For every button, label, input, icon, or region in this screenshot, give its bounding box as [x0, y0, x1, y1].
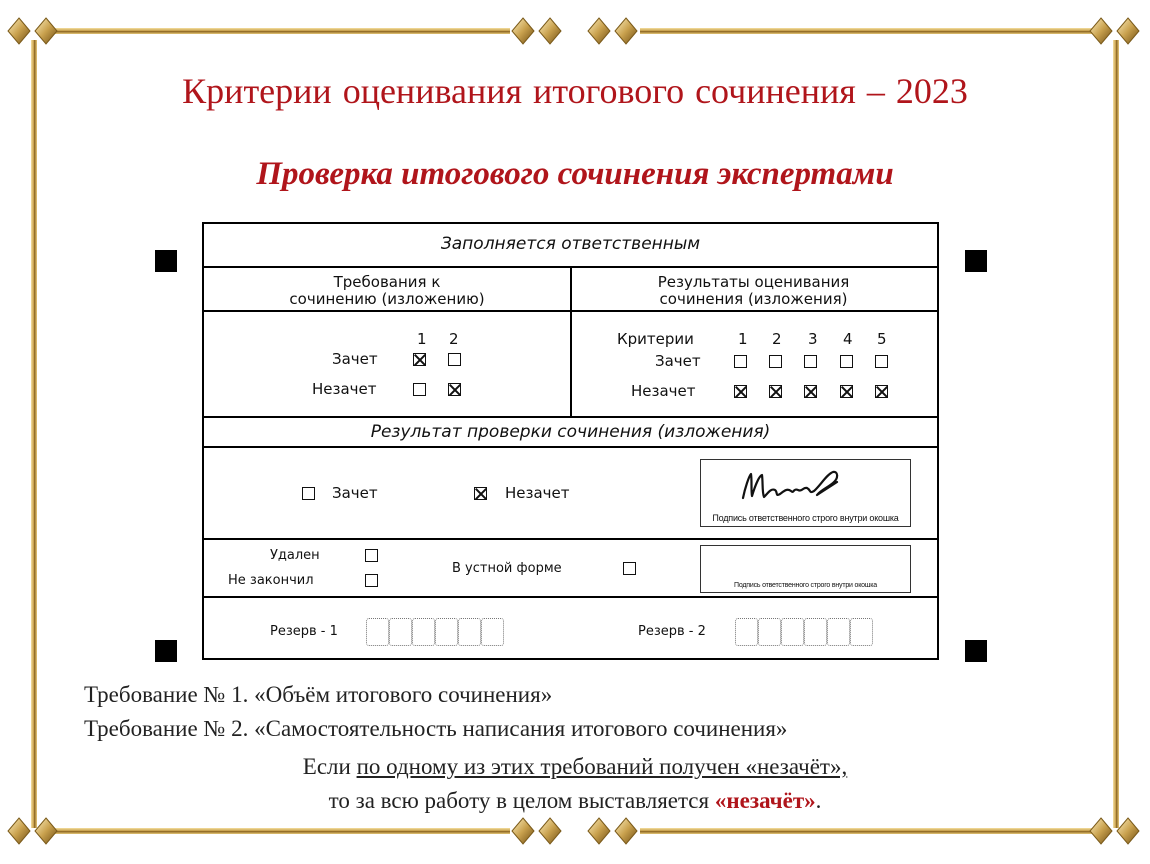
- reserve-1-label: Резерв - 1: [270, 624, 338, 639]
- requirement-2: Требование № 2. «Самостоятельность написания итогового сочинения»: [84, 716, 788, 741]
- signature-box-2[interactable]: [700, 545, 911, 593]
- reserve-2-cell[interactable]: [827, 618, 850, 646]
- note-line-2-prefix: то за всю работу в целом выставляется: [328, 788, 715, 813]
- results-header-line2: сочинения (изложения): [659, 290, 848, 308]
- frame-bottom-left: [40, 828, 510, 834]
- not-finished-checkbox[interactable]: [365, 574, 378, 587]
- criteria-4-zachet-checkbox[interactable]: [840, 355, 853, 368]
- signature-mark: [737, 466, 857, 506]
- note-line-1-underlined: по одному из этих требований получен «незачёт»,: [356, 754, 848, 779]
- criteria-nezachet-label: Незачет: [631, 382, 696, 400]
- criteria-col-1-label: 1: [738, 330, 748, 348]
- criteria-5-zachet-checkbox[interactable]: [875, 355, 888, 368]
- reserve-2-field[interactable]: [735, 618, 873, 646]
- req-2-zachet-checkbox[interactable]: [448, 353, 461, 366]
- reserve-2-cell[interactable]: [781, 618, 804, 646]
- reserve-2-cell[interactable]: [804, 618, 827, 646]
- criteria-col-2-label: 2: [772, 330, 782, 348]
- reserve-2-cell[interactable]: [735, 618, 758, 646]
- check-result-header-row: [204, 418, 937, 448]
- criteria-4-nezachet-checkbox[interactable]: [840, 385, 853, 398]
- criteria-1-zachet-checkbox[interactable]: [734, 355, 747, 368]
- frame-top-right: [640, 28, 1110, 34]
- signature-caption: Подпись ответственного строго внутри окошка: [712, 513, 899, 523]
- reserve-2-cell[interactable]: [850, 618, 873, 646]
- criteria-3-nezachet-checkbox[interactable]: [804, 385, 817, 398]
- criteria-2-zachet-checkbox[interactable]: [769, 355, 782, 368]
- criteria-1-nezachet-checkbox[interactable]: [734, 385, 747, 398]
- result-nezachet-label: Незачет: [505, 484, 570, 502]
- registration-mark-bottom-right: [965, 640, 987, 662]
- ornament-top-left: [4, 16, 64, 46]
- reserve-2-cell[interactable]: [758, 618, 781, 646]
- reserve-1-cell[interactable]: [458, 618, 481, 646]
- req-2-nezachet-checkbox[interactable]: [448, 383, 461, 396]
- req-1-nezachet-checkbox[interactable]: [413, 383, 426, 396]
- frame-top-left: [40, 28, 510, 34]
- signature-caption-2: Подпись ответственного строго внутри окошка: [734, 582, 877, 589]
- req-col-2-label: 2: [449, 330, 459, 348]
- status-row: [204, 540, 937, 598]
- result-zachet-checkbox[interactable]: [302, 487, 315, 500]
- form-header: Заполняется ответственным: [440, 234, 701, 254]
- ornament-bottom-center-left: [508, 816, 568, 846]
- result-zachet-label: Зачет: [332, 484, 378, 502]
- result-nezachet-checkbox[interactable]: [474, 487, 487, 500]
- reserve-1-cell[interactable]: [389, 618, 412, 646]
- note-line-2-emphasis: «незачёт»: [714, 788, 816, 813]
- check-result-header: Результат проверки сочинения (изложения): [370, 422, 771, 442]
- criteria-zachet-label: Зачет: [655, 352, 701, 370]
- column-divider: [570, 268, 572, 418]
- ornament-top-right: [1086, 16, 1146, 46]
- reserve-1-field[interactable]: [366, 618, 504, 646]
- criteria-col-4-label: 4: [843, 330, 853, 348]
- req-1-zachet-checkbox[interactable]: [413, 353, 426, 366]
- results-header-line1: Результаты оценивания: [657, 273, 850, 291]
- form-header-row: [204, 224, 937, 268]
- criteria-5-nezachet-checkbox[interactable]: [875, 385, 888, 398]
- oral-form-checkbox[interactable]: [623, 562, 636, 575]
- criteria-2-nezachet-checkbox[interactable]: [769, 385, 782, 398]
- registration-mark-top-right: [965, 250, 987, 272]
- note-line-1-prefix: Если: [302, 754, 357, 779]
- frame-bottom-right: [640, 828, 1110, 834]
- ornament-bottom-center-right: [584, 816, 644, 846]
- ornament-bottom-right: [1086, 816, 1146, 846]
- note-line-2: [0, 788, 1150, 814]
- final-result-row: [204, 448, 937, 540]
- req-zachet-label: Зачет: [332, 350, 378, 368]
- page-title: Критерии оценивания итогового сочинения – 2023: [182, 71, 968, 111]
- requirements-header-line1: Требования к: [333, 273, 441, 291]
- reserve-row: [204, 598, 937, 658]
- evaluation-form: [202, 222, 939, 660]
- oral-form-label: В устной форме: [452, 561, 562, 576]
- criteria-col-5-label: 5: [877, 330, 887, 348]
- requirement-1: Требование № 1. «Объём итогового сочинения»: [84, 682, 553, 707]
- reserve-1-cell[interactable]: [412, 618, 435, 646]
- registration-mark-top-left: [155, 250, 177, 272]
- reserve-1-cell[interactable]: [481, 618, 504, 646]
- req-nezachet-label: Незачет: [312, 380, 377, 398]
- removed-checkbox[interactable]: [365, 549, 378, 562]
- note-line-2-suffix: .: [815, 788, 822, 813]
- reserve-2-label: Резерв - 2: [638, 624, 706, 639]
- requirements-header-line2: сочинению (изложению): [289, 290, 485, 308]
- note-line-1: [0, 754, 1150, 780]
- removed-label: Удален: [270, 548, 320, 563]
- signature-box[interactable]: [700, 459, 911, 527]
- criteria-col-3-label: 3: [808, 330, 818, 348]
- ornament-top-center-right: [584, 16, 644, 46]
- page-subtitle: Проверка итогового сочинения экспертами: [256, 156, 894, 192]
- ornament-bottom-left: [4, 816, 64, 846]
- criteria-label: Критерии: [617, 330, 694, 348]
- ornament-top-center-left: [508, 16, 568, 46]
- not-finished-label: Не закончил: [228, 573, 314, 588]
- reserve-1-cell[interactable]: [366, 618, 389, 646]
- registration-mark-bottom-left: [155, 640, 177, 662]
- criteria-3-zachet-checkbox[interactable]: [804, 355, 817, 368]
- req-col-1-label: 1: [417, 330, 427, 348]
- reserve-1-cell[interactable]: [435, 618, 458, 646]
